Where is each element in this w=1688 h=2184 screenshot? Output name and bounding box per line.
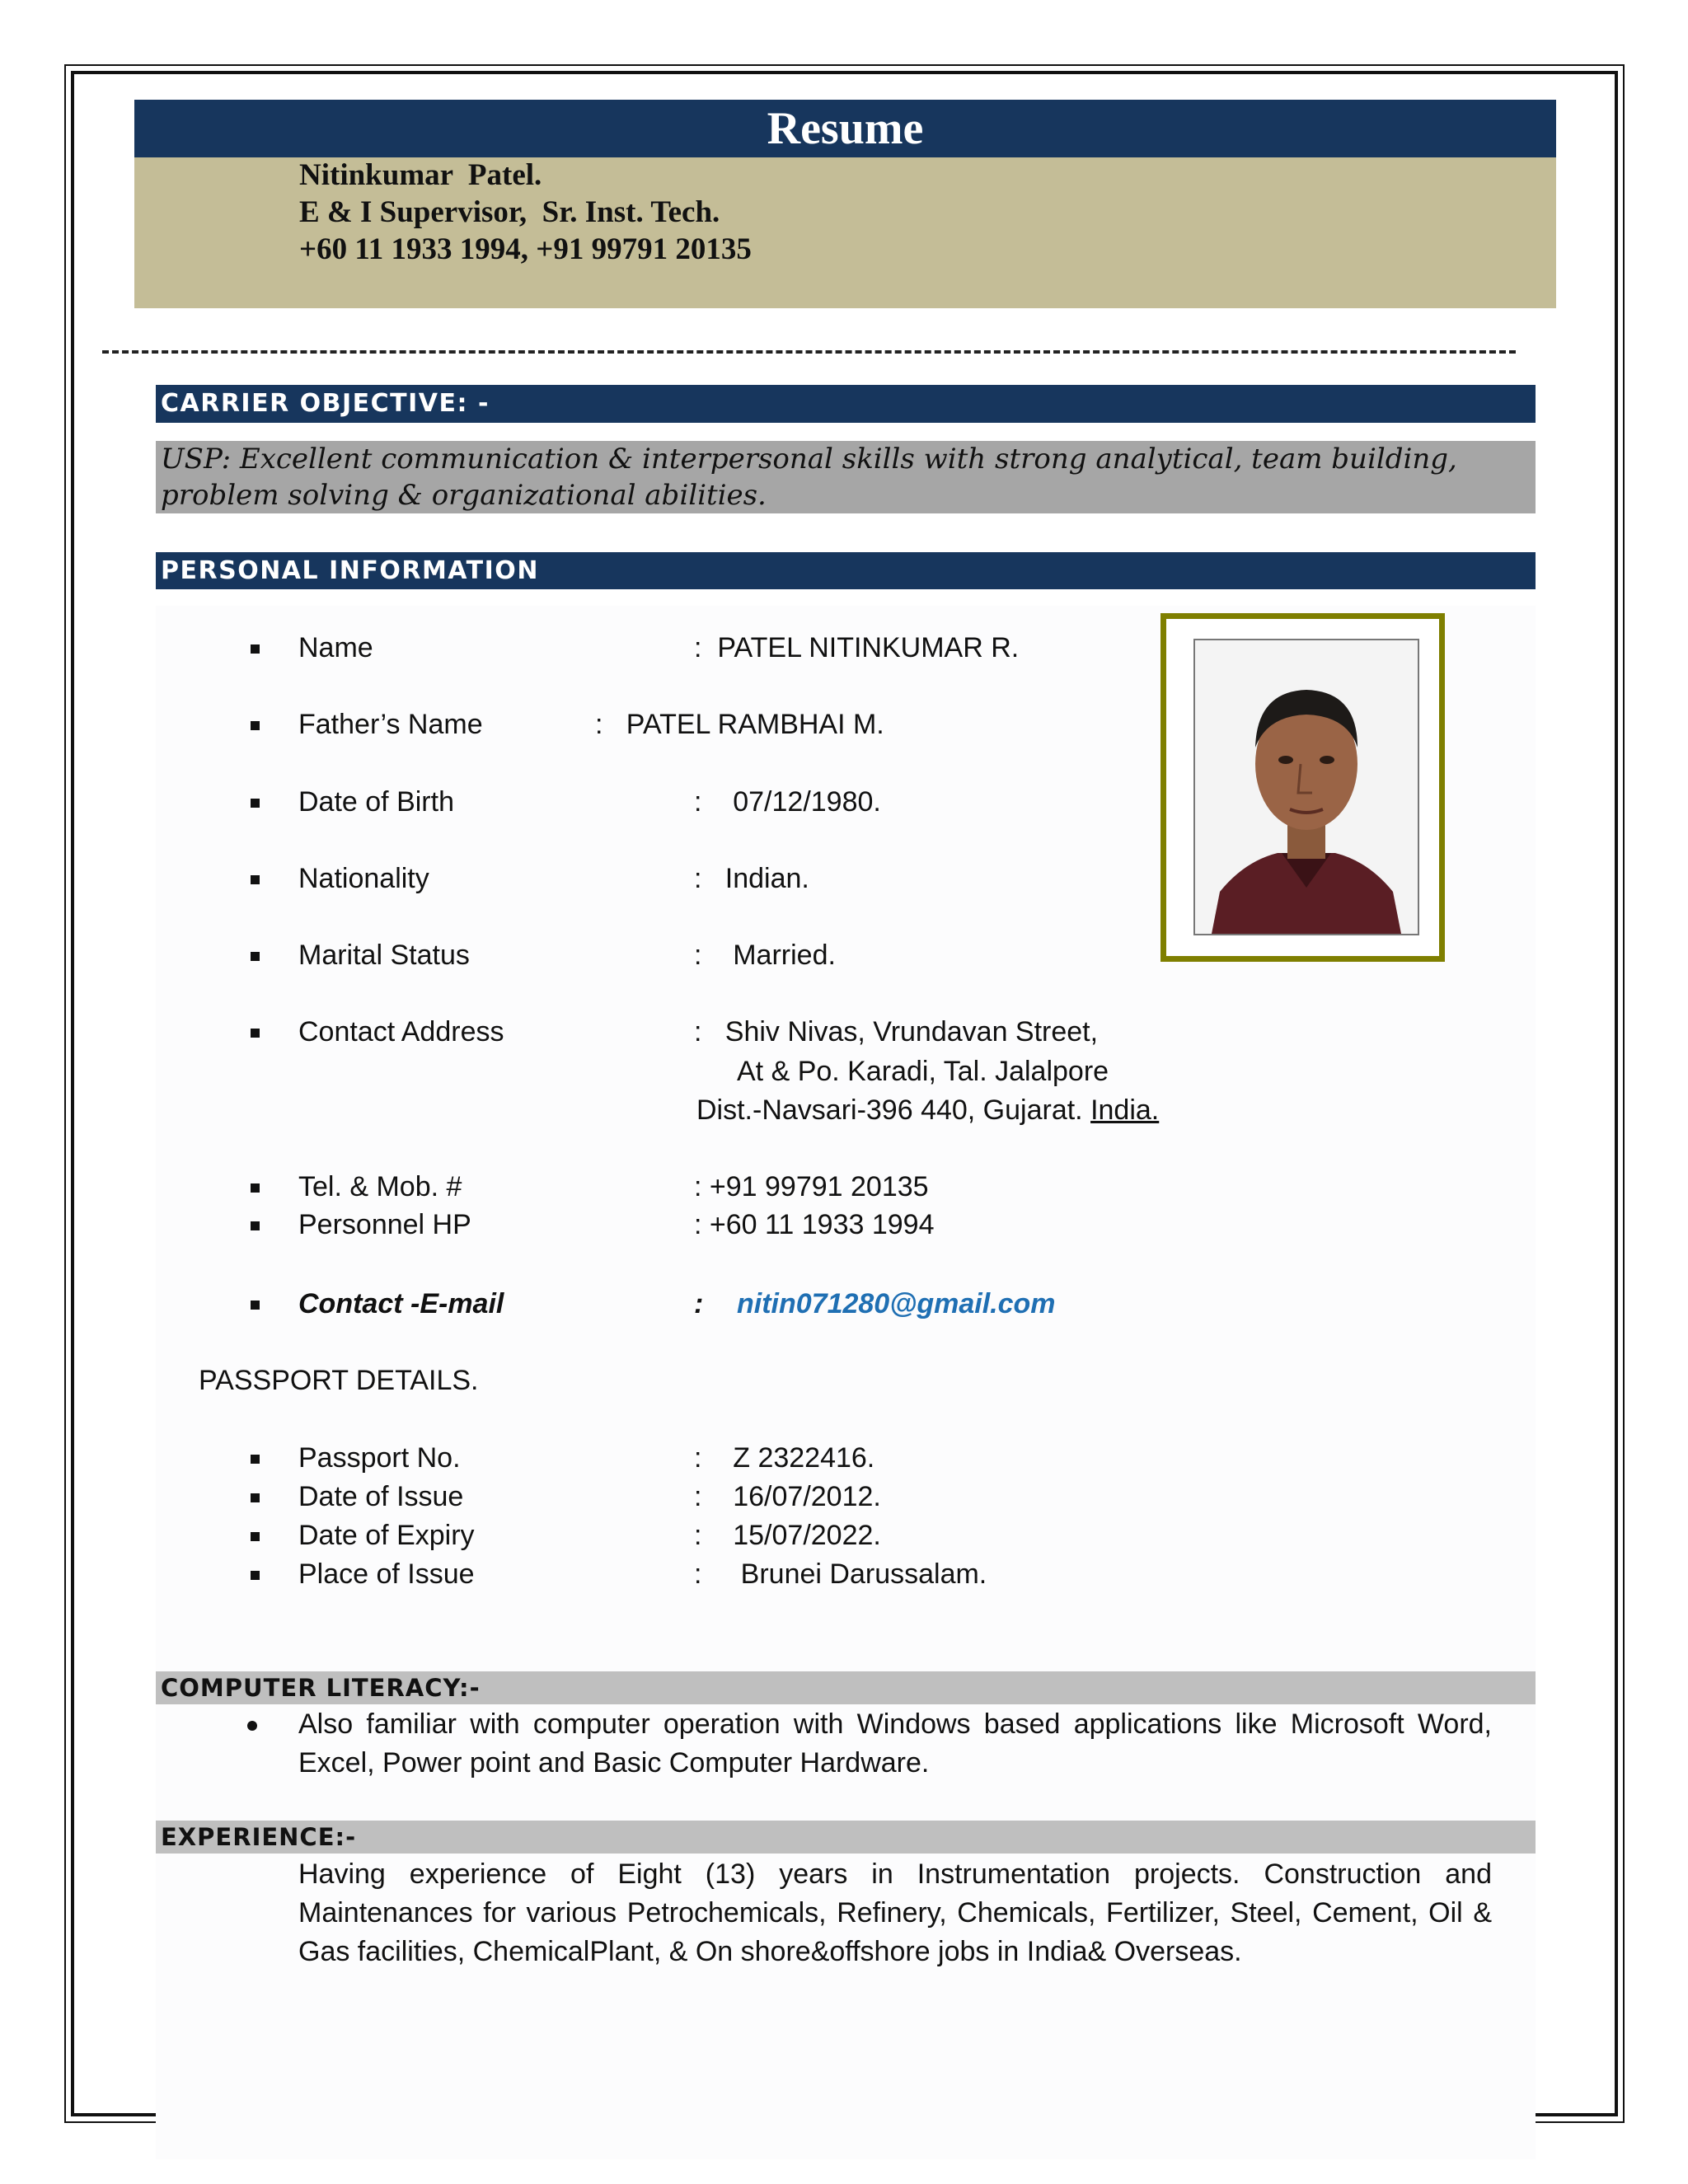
- hp-value: : +60 11 1933 1994: [694, 1209, 935, 1240]
- email-link[interactable]: nitin071280@gmail.com: [737, 1288, 1056, 1319]
- address-country: India.: [1090, 1094, 1160, 1126]
- computer-literacy-heading: COMPUTER LITERACY:-: [156, 1671, 1536, 1704]
- issue-place-label: Place of Issue: [298, 1558, 475, 1590]
- candidate-phones: +60 11 1933 1994, +91 99791 20135: [299, 232, 752, 266]
- issue-date-value: : 16/07/2012.: [694, 1481, 881, 1512]
- candidate-designation: E & I Supervisor, Sr. Inst. Tech.: [299, 195, 720, 229]
- experience-line-3: Gas facilities, ChemicalPlant, & On shore&offshore jobs in India& Overseas.: [298, 1936, 1242, 1967]
- bullet-icon: [251, 1029, 260, 1038]
- bullet-icon: [251, 952, 260, 961]
- issue-date-label: Date of Issue: [298, 1481, 464, 1512]
- passport-no-value: : Z 2322416.: [694, 1442, 875, 1474]
- bullet-icon: [251, 1571, 260, 1580]
- bullet-icon: [251, 1221, 260, 1230]
- experience-heading: EXPERIENCE:-: [156, 1821, 1536, 1854]
- father-name-label: Father’s Name: [298, 709, 483, 740]
- objective-heading: CARRIER OBJECTIVE: -: [156, 385, 1536, 423]
- computer-line-2: Excel, Power point and Basic Computer Hardware.: [298, 1747, 930, 1779]
- father-name-value: : PATEL RAMBHAI M.: [595, 709, 884, 740]
- address-line-2: At & Po. Karadi, Tal. Jalalpore: [737, 1056, 1109, 1087]
- bullet-icon: [251, 1301, 260, 1310]
- address-line-1: : Shiv Nivas, Vrundavan Street,: [694, 1016, 1099, 1047]
- dashed-divider: [102, 350, 1516, 354]
- name-label: Name: [298, 632, 373, 663]
- bullet-icon: [251, 1183, 260, 1193]
- email-label: Contact -E-mail: [298, 1288, 504, 1319]
- email-colon: :: [694, 1288, 704, 1319]
- resume-title: Resume: [134, 100, 1556, 157]
- objective-line-2: problem solving & organizational abilities.: [161, 479, 767, 512]
- bullet-dot-icon: [247, 1721, 257, 1731]
- expiry-date-value: : 15/07/2022.: [694, 1520, 881, 1551]
- marital-status-label: Marital Status: [298, 940, 470, 971]
- issue-place-value: : Brunei Darussalam.: [694, 1558, 987, 1590]
- header-box: [134, 157, 1556, 308]
- experience-line-1: Having experience of Eight (13) years in Instrumentation projects. Construction and: [298, 1858, 1492, 1890]
- nationality-value: : Indian.: [694, 863, 809, 894]
- dob-value: : 07/12/1980.: [694, 786, 881, 818]
- objective-text: [156, 441, 1536, 513]
- address-line-3-text: Dist.-Navsari-396 440, Gujarat.: [696, 1094, 1091, 1126]
- personal-info-heading: PERSONAL INFORMATION: [156, 552, 1536, 589]
- bullet-icon: [251, 799, 260, 808]
- bullet-icon: [251, 1493, 260, 1502]
- profile-photo: [1193, 639, 1419, 935]
- computer-line-1: Also familiar with computer operation with Windows based applications like Microsoft Word,: [298, 1708, 1492, 1740]
- bullet-icon: [251, 721, 260, 730]
- expiry-date-label: Date of Expiry: [298, 1520, 475, 1551]
- passport-heading: PASSPORT DETAILS.: [199, 1365, 479, 1396]
- bullet-icon: [251, 1532, 260, 1541]
- tel-label: Tel. & Mob. #: [298, 1171, 462, 1202]
- bullet-icon: [251, 1455, 260, 1464]
- marital-status-value: : Married.: [694, 940, 836, 971]
- bullet-icon: [251, 644, 260, 654]
- address-line-3: [696, 1094, 1159, 1127]
- passport-no-label: Passport No.: [298, 1442, 461, 1474]
- experience-line-2: Maintenances for various Petrochemicals, Refinery, Chemicals, Fertilizer, Steel, Cement, Oil &: [298, 1897, 1492, 1929]
- dob-label: Date of Birth: [298, 786, 454, 818]
- nationality-label: Nationality: [298, 863, 429, 894]
- tel-value: : +91 99791 20135: [694, 1171, 929, 1202]
- hp-label: Personnel HP: [298, 1209, 471, 1240]
- bullet-icon: [251, 875, 260, 884]
- computer-literacy-text: [298, 1705, 1492, 1783]
- name-value: : PATEL NITINKUMAR R.: [694, 632, 1020, 663]
- objective-line-1: USP: Excellent communication & interpersonal skills with strong analytical, team building,: [161, 443, 1457, 476]
- address-label: Contact Address: [298, 1016, 504, 1047]
- candidate-name: Nitinkumar Patel.: [299, 158, 542, 192]
- experience-text: [298, 1855, 1492, 1971]
